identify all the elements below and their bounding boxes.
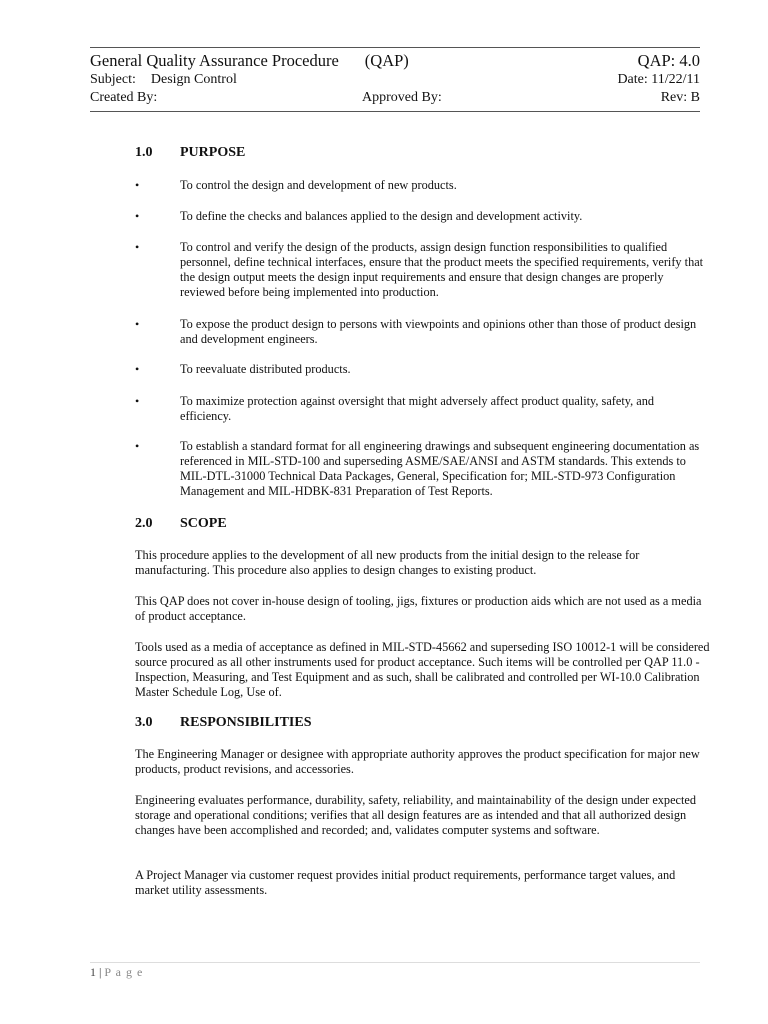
paragraph: This procedure applies to the development of all new products from the initial design to the release for manufacturing. This procedure also applies to design changes to existing product. — [135, 548, 640, 577]
list-item — [135, 439, 705, 499]
bullet-icon: • — [135, 178, 140, 192]
paragraph: This QAP does not cover in-house design of tooling, jigs, fixtures or production aids which are not used as a media of product acceptance. — [135, 594, 702, 623]
list-item — [135, 317, 705, 347]
subject-label: Subject: — [90, 72, 136, 87]
paragraph: Tools used as a media of acceptance as defined in MIL-STD-45662 and superseding ISO 10012-1 will be considered source procured as all other instruments used for product acceptance. Such items will be controlled per QAP 11.0 - Inspection, Measuring, and Test Equipment and as such, shall be calibrated and controlled per WI-10.0 Calibration Master Schedule Log, Use of. — [135, 640, 710, 699]
page-footer — [90, 962, 700, 980]
qap-number: QAP: 4.0 — [637, 51, 700, 70]
section-title: RESPONSIBILITIES — [180, 715, 312, 730]
page-header — [90, 47, 700, 112]
bullet-text: To reevaluate distributed products. — [180, 362, 351, 376]
bullet-text: To expose the product design to persons with viewpoints and opinions other than those of product design and development engineers. — [180, 317, 697, 346]
created-by: Created By: — [90, 90, 158, 105]
paragraph: A Project Manager via customer request provides initial product requirements, performance target values, and market utility assessments. — [135, 868, 676, 897]
section-heading-purpose — [135, 145, 245, 161]
paragraph: The Engineering Manager or designee with appropriate authority approves the product specification for major new products, product revisions, and accessories. — [135, 747, 700, 776]
revision: Rev: B — [660, 90, 700, 105]
section-number: 1.0 — [135, 145, 153, 160]
document-title-abbr: (QAP) — [364, 51, 409, 70]
list-item — [135, 362, 705, 377]
document-date: Date: 11/22/11 — [617, 72, 700, 87]
section-heading-responsibilities — [135, 715, 312, 731]
bullet-icon: • — [135, 394, 140, 408]
bullet-text: To control the design and development of new products. — [180, 178, 457, 192]
header-row-approval — [90, 89, 700, 107]
bullet-icon: • — [135, 439, 140, 453]
section-title: PURPOSE — [180, 145, 246, 160]
bullet-text: To control and verify the design of the products, assign design function responsibilities to qualified personnel, define technical interfaces, ensure that the product meets the specified requirements, verify that the design output meets the design input requirements and ensure that design changes are properly reviewed before being implemented into production. — [180, 240, 704, 299]
bullet-text: To maximize protection against oversight that might adversely affect product quality, safety, and efficiency. — [180, 394, 655, 423]
bullet-text: To define the checks and balances applied to the design and development activity. — [180, 209, 583, 223]
subject-value: Design Control — [150, 72, 237, 87]
document-title: General Quality Assurance Procedure — [90, 51, 339, 70]
section-number: 3.0 — [135, 715, 153, 730]
list-item — [135, 394, 705, 424]
footer-separator: | — [99, 965, 102, 979]
header-row-title — [90, 51, 700, 71]
section-title: SCOPE — [180, 516, 227, 531]
list-item — [135, 178, 705, 193]
bullet-text: To establish a standard format for all engineering drawings and subsequent engineering documentation as referenced in MIL-STD-100 and superseding ASME/SAE/ANSI and ASTM standards. This extends to MIL-DTL-31000 Technical Data Packages, General, Specification for; MIL-STD-973 Configuration Management and MIL-HDBK-831 Preparation of Test Reports. — [180, 439, 700, 498]
list-item — [135, 209, 705, 224]
bullet-icon: • — [135, 209, 140, 223]
paragraph: Engineering evaluates performance, durability, safety, reliability, and maintainability of the design under expected storage and operational conditions; verifies that all design features are as intended and that all authorized design changes have been accomplished and recorded; and, validates computer systems and software. — [135, 793, 697, 837]
bullet-icon: • — [135, 362, 140, 376]
approved-by: Approved By: — [362, 90, 442, 105]
bullet-icon: • — [135, 240, 140, 254]
bullet-icon: • — [135, 317, 140, 331]
section-number: 2.0 — [135, 516, 153, 531]
page-number: 1 — [90, 965, 96, 979]
list-item — [135, 240, 705, 300]
page-word: P a g e — [104, 965, 144, 979]
section-heading-scope — [135, 516, 227, 532]
header-row-subject — [90, 71, 700, 89]
